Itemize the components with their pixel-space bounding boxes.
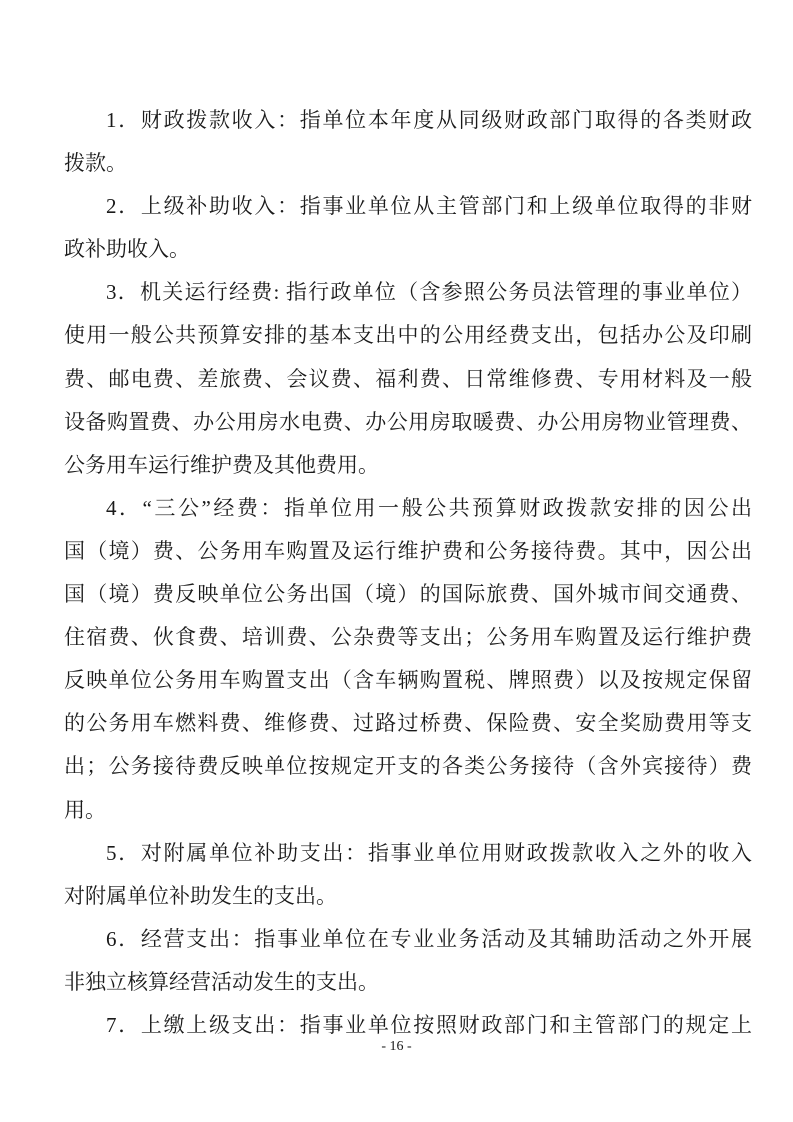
text-line: 公务用车运行维护费及其他费用。: [64, 452, 379, 477]
text-line: 住宿费、伙食费、培训费、公杂费等支出；公务用车购置及运行维护费: [64, 625, 752, 650]
text-line: 1．财政拨款收入：指单位本年度从同级财政部门取得的各类财政: [106, 108, 752, 132]
text-line: 6．经营支出：指事业单位在专业业务活动及其辅助活动之外开展: [106, 926, 752, 951]
text-line: 使用一般公共预算安排的基本支出中的公用经费支出，包括办公及印刷: [64, 323, 752, 348]
text-line: 设备购置费、办公用房水电费、办公用房取暖费、办公用房物业管理费、: [64, 409, 752, 434]
text-line: 2．上级补助收入：指事业单位从主管部门和上级单位取得的非财: [106, 194, 752, 219]
text-line: 7．上缴上级支出：指事业单位按照财政部门和主管部门的规定上: [106, 1012, 752, 1037]
text-line: 政补助收入。: [64, 237, 190, 262]
text-line: 反映单位公务用车购置支出（含车辆购置税、牌照费）以及按规定保留: [64, 668, 752, 693]
page-footer: [0, 1038, 793, 1056]
text-line: 3．机关运行经费: 指行政单位（含参照公务员法管理的事业单位）: [106, 280, 752, 305]
text-line: 出；公务接待费反映单位按规定开支的各类公务接待（含外宾接待）费: [64, 754, 752, 779]
text-line: 用。: [64, 797, 106, 822]
text-line: 费、邮电费、差旅费、会议费、福利费、日常维修费、专用材料及一般: [64, 366, 752, 391]
text-line: 4．“三公”经费：指单位用一般公共预算财政拨款安排的因公出: [106, 495, 752, 520]
text-line: 国（境）费反映单位公务出国（境）的国际旅费、国外城市间交通费、: [64, 582, 752, 607]
document-body: [64, 99, 752, 1047]
text-line: 非独立核算经营活动发生的支出。: [64, 969, 379, 994]
text-line: 的公务用车燃料费、维修费、过路过桥费、保险费、安全奖励费用等支: [64, 711, 752, 736]
text-line: 5．对附属单位补助支出：指事业单位用财政拨款收入之外的收入: [106, 840, 752, 865]
text-line: 国（境）费、公务用车购置及运行维护费和公务接待费。其中，因公出: [64, 538, 752, 563]
text-line: 拨款。: [64, 151, 127, 176]
page-number: - 16 -: [381, 1039, 412, 1054]
text-line: 对附属单位补助发生的支出。: [64, 883, 337, 908]
